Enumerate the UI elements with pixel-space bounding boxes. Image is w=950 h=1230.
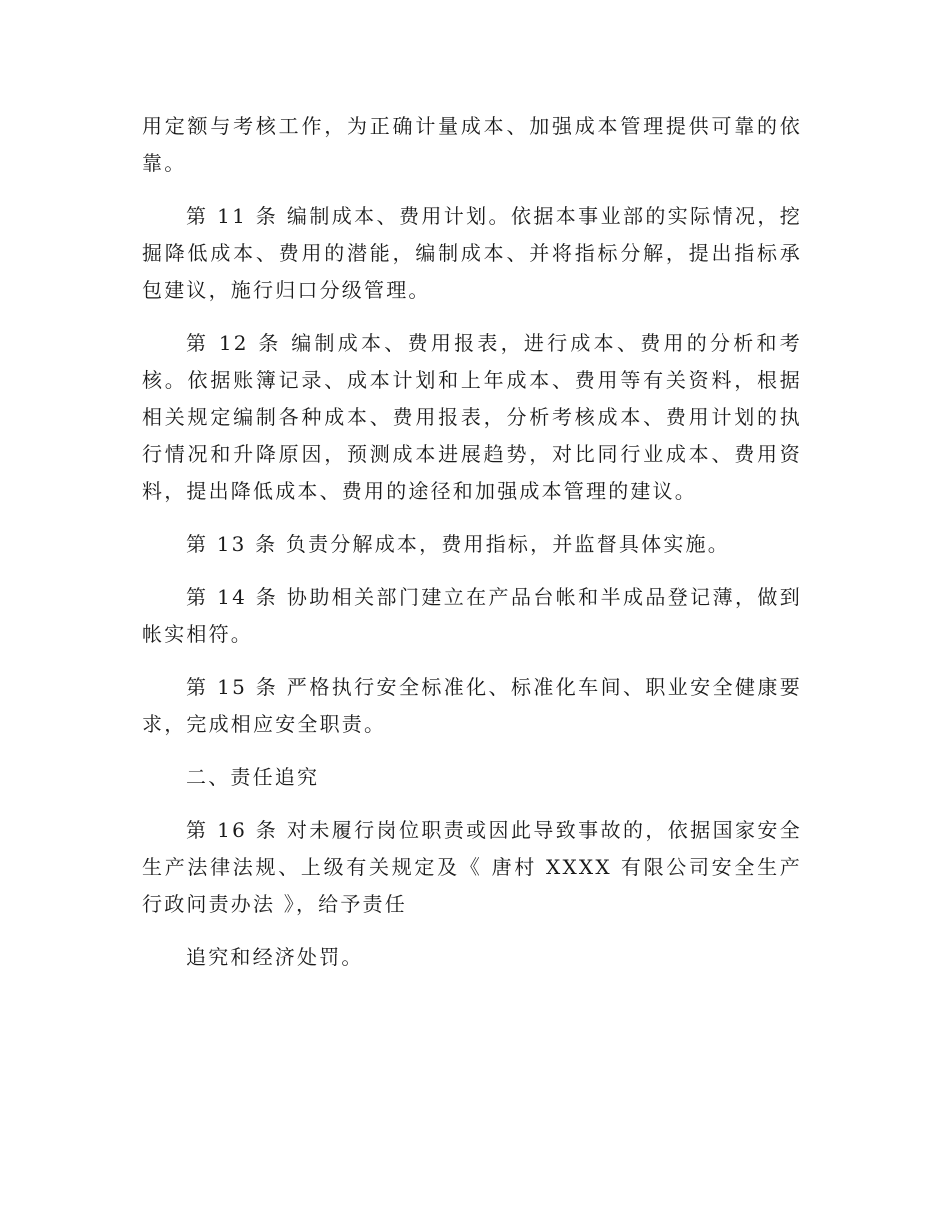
paragraph-article-13: 第 13 条 负责分解成本，费用指标，并监督具体实施。 [186,532,730,556]
paragraph-article-12: 第 12 条 编制成本、费用报表，进行成本、费用的分析和考核。依据账簿记录、成本计划和上年成本、费用等有关资料，根据相关规定编制各种成本、费用报表，分析考核成本、费用计划的执行情况和升降原因，预测成本进展趋势，对比同行业成本、费用资料，提出降低成本、费用的途径和加强成本管理的建议。 [142,331,802,503]
paragraph-continuation: 用定额与考核工作，为正确计量成本、加强成本管理提供可靠的依靠。 [142,114,802,175]
paragraph-article-11: 第 11 条 编制成本、费用计划。依据本事业部的实际情况，挖掘降低成本、费用的潜能，编制成本、并将指标分解，提出指标承包建议，施行归口分级管理。 [142,204,802,302]
document-body [142,108,802,992]
section-heading-accountability: 二、责任追究 [186,765,320,789]
paragraph-article-14: 第 14 条 协助相关部门建立在产品台帐和半成品登记薄，做到帐实相符。 [142,585,802,646]
paragraph-article-16-continuation: 追究和经济处罚。 [186,945,364,969]
paragraph-article-16: 第 16 条 对未履行岗位职责或因此导致事故的，依据国家安全生产法律法规、上级有关规定及《 唐村 XXXX 有限公司安全生产行政问责办法 》，给予责任 [142,818,802,916]
paragraph-article-15: 第 15 条 严格执行安全标准化、标准化车间、职业安全健康要求，完成相应安全职责。 [142,675,802,736]
